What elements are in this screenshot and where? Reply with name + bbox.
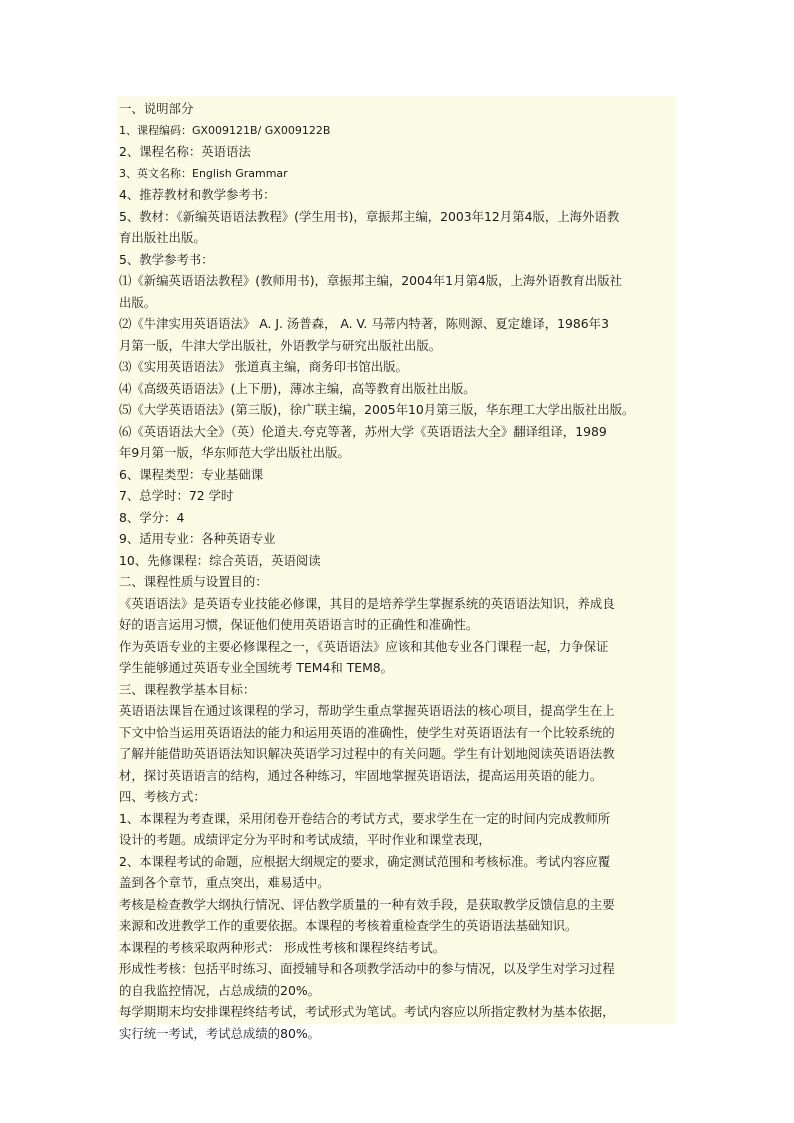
nature-paragraph-line: 好的语言运用习惯，保证他们使用英语语言时的正确性和准确性。: [119, 617, 479, 632]
section-heading-4: 四、考核方式：: [119, 789, 206, 804]
syllabus-text-block: [117, 96, 676, 1041]
course-name-line: 2、课程名称：英语语法: [119, 144, 251, 159]
reference-3-line: ⑶《实用英语语法》 张道真主编，商务印书馆出版。: [119, 359, 408, 374]
assessment-paragraph-line: 的自我监控情况，占总成绩的20%。: [119, 982, 321, 998]
reference-1-line: ⑴《新编英语语法教程》(教师用书)，章振邦主编，2004年1月第4版，上海外语教育出版社: [119, 273, 623, 288]
english-name-line: 3、英文名称：English Grammar: [119, 166, 288, 180]
section-heading-1: 一、说明部分: [119, 101, 194, 116]
assessment-paragraph-line: 实行统一考试，考试总成绩的80%。: [119, 1025, 321, 1041]
assessment-paragraph-line: 盖到各个章节，重点突出，难易适中。: [119, 875, 330, 890]
reference-6-line-cont: 年9月第一版，华东师范大学出版社出版。: [119, 445, 350, 460]
reference-5-line: ⑸《大学英语语法》(第三版)，徐广联主编，2005年10月第三版，华东理工大学出版社出版。: [119, 402, 635, 417]
assessment-paragraph-line: 1、本课程为考查课，采用闭卷开卷结合的考试方式，要求学生在一定的时间内完成教师所: [119, 810, 611, 826]
assessment-paragraph-line: 每学期期末均安排课程终结考试，考试形式为笔试。考试内容应以所指定教材为基本依据，: [119, 1004, 615, 1019]
total-hours-line: 7、总学时：72 学时: [119, 488, 234, 503]
nature-paragraph-line: 学生能够通过英语专业全国统考 TEM4和 TEM8。: [119, 660, 394, 675]
reference-2-line-cont: 月第一版，牛津大学出版社，外语教学与研究出版社出版。: [119, 337, 442, 353]
assessment-paragraph-line: 考核是检查教学大纲执行情况、评估教学质量的一种有效手段，是获取教学反馈信息的主要: [119, 896, 615, 912]
course-code-line: 1、课程编码：GX009121B/ GX009122B: [119, 123, 331, 137]
nature-paragraph-line: 《英语语法》是英语专业技能必修课，其目的是培养学生掌握系统的英语语法知识，养成良: [119, 595, 615, 611]
reference-heading-line: 5、教学参考书：: [119, 251, 214, 267]
credits-line: 8、学分：4: [119, 509, 185, 525]
assessment-paragraph-line: 本课程的考核采取两种形式： 形成性考核和课程终结考试。: [119, 939, 446, 955]
section-heading-3: 三、课程教学基本目标：: [119, 681, 256, 697]
reference-2-line: ⑵《牛津实用英语语法》 A. J. 汤普森， A. V. 马蒂内特著，陈则源、夏定雄译，1986年3: [119, 316, 609, 331]
assessment-paragraph-line: 2、本课程考试的命题，应根据大纲规定的要求，确定测试范围和考核标准。考试内容应覆: [119, 853, 611, 869]
reference-6-line: ⑹《英语语法大全》（英）伦道夫.夸克等著，苏州大学《英语语法大全》翻译组译，1989: [119, 423, 607, 439]
section-heading-2: 二、课程性质与设置目的：: [119, 574, 268, 589]
assessment-paragraph-line: 来源和改进教学工作的重要依据。本课程的考核着重检查学生的英语语法基础知识。: [119, 918, 578, 933]
course-type-line: 6、课程类型：专业基础课: [119, 466, 264, 482]
textbook-line-cont: 育出版社出版。: [119, 230, 206, 245]
prerequisite-line: 10、先修课程：综合英语，英语阅读: [119, 552, 321, 568]
objective-paragraph-line: 英语语法课旨在通过该课程的学习，帮助学生重点掌握英语语法的核心项目，提高学生在上: [119, 703, 615, 718]
applicable-major-line: 9、适用专业：各种英语专业: [119, 531, 276, 546]
objective-paragraph-line: 材，探讨英语语言的结构，通过各种练习，牢固地掌握英语语法，提高运用英语的能力。: [119, 767, 603, 783]
objective-paragraph-line: 了解并能借助英语语法知识解决英语学习过程中的有关问题。学生有计划地阅读英语语法教: [119, 746, 615, 761]
objective-paragraph-line: 下文中恰当运用英语语法的能力和运用英语的准确性，使学生对英语语法有一个比较系统的: [119, 724, 615, 740]
reference-4-line: ⑷《高级英语语法》(上下册)，薄冰主编，高等教育出版社出版。: [119, 380, 476, 396]
nature-paragraph-line: 作为英语专业的主要必修课程之一，《英语语法》应该和其他专业各门课程一起，力争保证: [119, 638, 609, 654]
assessment-paragraph-line: 形成性考核：包括平时练习、面授辅导和各项教学活动中的参与情况，以及学生对学习过程: [119, 961, 615, 976]
reference-1-line-cont: 出版。: [119, 294, 157, 310]
textbook-line: 5、教材：《新编英语语法教程》(学生用书)，章振邦主编，2003年12月第4版，上海外语教: [119, 208, 620, 224]
textbook-heading-line: 4、推荐教材和教学参考书：: [119, 187, 276, 202]
assessment-paragraph-line: 设计的考题。成绩评定分为平时和考试成绩，平时作业和课堂表现，: [119, 832, 491, 847]
